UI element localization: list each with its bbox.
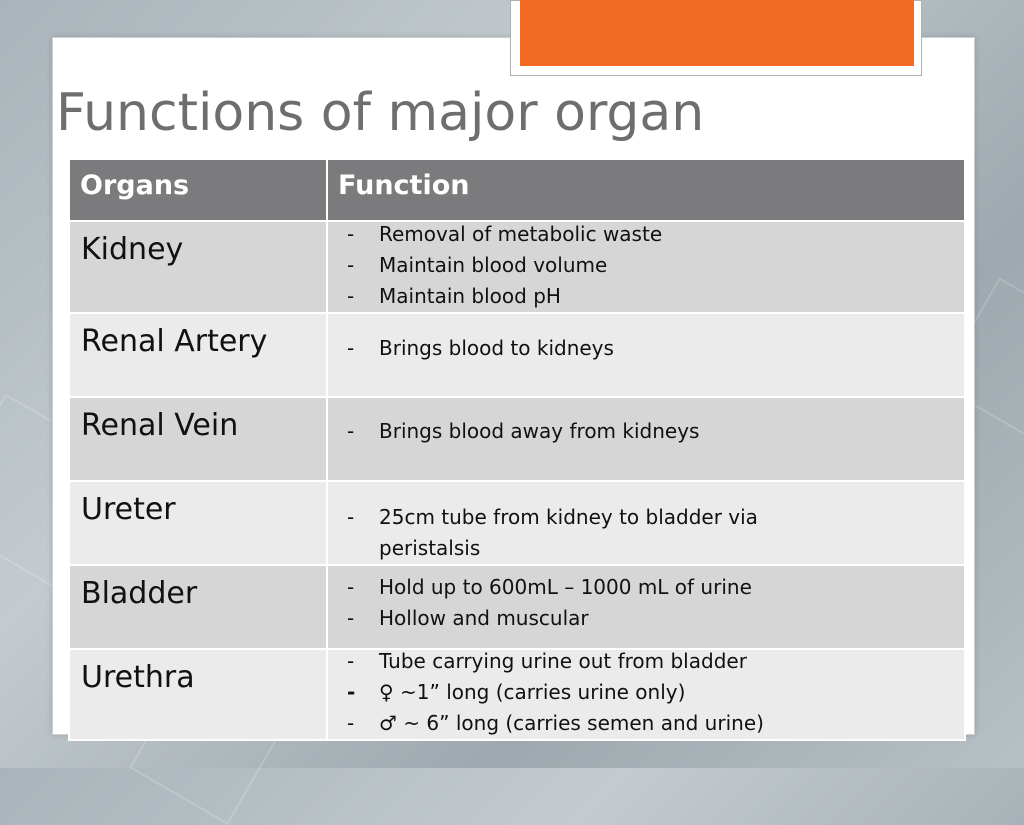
organ-name: Bladder	[69, 565, 327, 649]
function-cell	[327, 565, 965, 649]
header-organs: Organs	[69, 159, 327, 221]
table-row	[69, 313, 965, 397]
function-item: - ♂ ~ 6” long (carries semen and urine)	[344, 708, 956, 739]
table-row	[69, 221, 965, 313]
function-cell	[327, 649, 965, 740]
table-row	[69, 649, 965, 740]
table-row	[69, 481, 965, 565]
organ-name: Kidney	[69, 221, 327, 313]
function-cell	[327, 221, 965, 313]
organ-name: Renal Artery	[69, 313, 327, 397]
organ-name: Urethra	[69, 649, 327, 740]
function-item: - Brings blood away from kidneys	[344, 416, 956, 447]
function-item: - Hold up to 600mL – 1000 mL of urine	[344, 572, 956, 603]
header-function: Function	[327, 159, 965, 221]
function-cell	[327, 397, 965, 481]
table-header-row	[69, 159, 965, 221]
organ-name: Renal Vein	[69, 397, 327, 481]
function-item: - Maintain blood pH	[344, 281, 956, 312]
function-item: - Removal of metabolic waste	[344, 219, 956, 250]
function-item: - Hollow and muscular	[344, 603, 956, 634]
function-item: - ♀ ~1” long (carries urine only)	[344, 677, 956, 708]
table-row	[69, 397, 965, 481]
function-cell	[327, 313, 965, 397]
table-row	[69, 565, 965, 649]
function-item: - 25cm tube from kidney to bladder via peristalsis	[344, 502, 819, 564]
organ-function-table	[68, 158, 966, 741]
function-item: - Brings blood to kidneys	[344, 333, 956, 364]
function-cell	[327, 481, 965, 565]
organ-name: Ureter	[69, 481, 327, 565]
accent-bar	[520, 0, 914, 66]
function-item: - Tube carrying urine out from bladder	[344, 646, 956, 677]
function-item: - Maintain blood volume	[344, 250, 956, 281]
slide-title: Functions of major organ	[56, 83, 705, 143]
